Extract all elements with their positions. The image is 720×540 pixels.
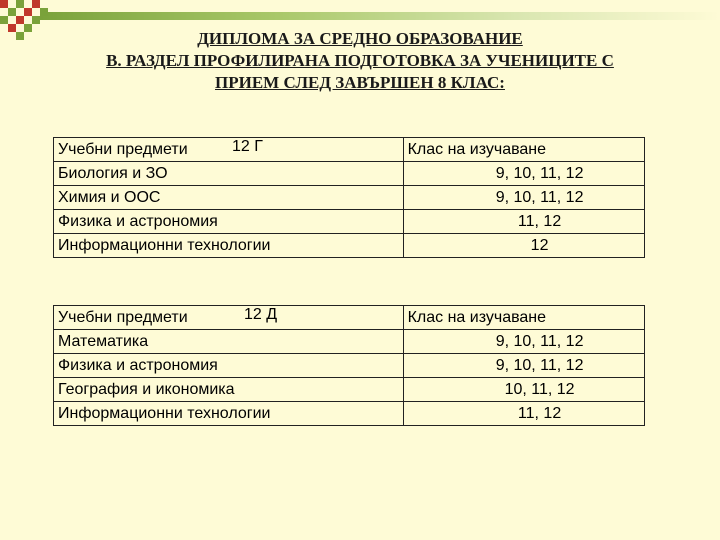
years-value: 11, 12	[517, 212, 562, 230]
grade-label: 12 Д	[244, 306, 278, 323]
subjects-header-cell	[54, 138, 404, 162]
checker-square	[8, 8, 16, 16]
checker-square	[32, 16, 40, 24]
checker-square	[24, 24, 32, 32]
subjects-table-12d	[53, 305, 645, 426]
years-header-label: Клас на изучаване	[407, 140, 547, 158]
table-row	[54, 162, 645, 186]
years-header-label: Клас на изучаване	[407, 308, 547, 326]
checker-square	[0, 16, 8, 24]
checker-square	[16, 0, 24, 8]
subjects-header-label: Учебни предмети	[58, 140, 188, 158]
table-row	[54, 354, 645, 378]
table-row	[54, 402, 645, 426]
checker-square	[24, 8, 32, 16]
checker-square	[0, 0, 8, 8]
years-value: 12	[530, 236, 549, 254]
subject-cell: География и икономика	[54, 378, 404, 402]
title-line-2: В. РАЗДЕЛ ПРОФИЛИРАНА ПОДГОТОВКА ЗА УЧЕНИЦИТЕ С	[106, 51, 614, 70]
years-value: 9, 10, 11, 12	[495, 332, 584, 350]
years-cell	[403, 210, 644, 234]
grade-label: 12 Г	[232, 138, 263, 155]
years-cell	[403, 330, 644, 354]
table-row	[54, 234, 645, 258]
subjects-table-12g	[53, 137, 645, 258]
checker-square	[40, 8, 48, 16]
years-cell	[403, 186, 644, 210]
years-value: 10, 11, 12	[504, 380, 575, 398]
decorative-top-bar	[40, 12, 720, 20]
table-header-row	[54, 306, 645, 330]
years-cell	[403, 402, 644, 426]
subject-cell: Химия и ООС	[54, 186, 404, 210]
slide-title	[40, 28, 680, 94]
table-row	[54, 210, 645, 234]
subject-cell: Биология и ЗО	[54, 162, 404, 186]
checker-square	[16, 16, 24, 24]
subject-cell: Физика и астрономия	[54, 210, 404, 234]
subject-cell: Информационни технологии	[54, 234, 404, 258]
years-cell	[403, 162, 644, 186]
years-cell	[403, 354, 644, 378]
years-value: 11, 12	[517, 404, 562, 422]
checker-square	[32, 0, 40, 8]
table-row	[54, 186, 645, 210]
years-header-cell	[403, 306, 644, 330]
table-row	[54, 378, 645, 402]
title-line-3: ПРИЕМ СЛЕД ЗАВЪРШЕН 8 КЛАС:	[215, 73, 505, 92]
subjects-header-label: Учебни предмети	[58, 308, 188, 326]
subject-cell: Физика и астрономия	[54, 354, 404, 378]
subject-cell: Информационни технологии	[54, 402, 404, 426]
years-value: 9, 10, 11, 12	[495, 164, 584, 182]
years-header-cell	[403, 138, 644, 162]
subject-cell: Математика	[54, 330, 404, 354]
years-cell	[403, 234, 644, 258]
subjects-header-cell	[54, 306, 404, 330]
table-header-row	[54, 138, 645, 162]
checker-square	[16, 32, 24, 40]
years-value: 9, 10, 11, 12	[495, 356, 584, 374]
table-row	[54, 330, 645, 354]
years-value: 9, 10, 11, 12	[495, 188, 584, 206]
years-cell	[403, 378, 644, 402]
title-line-1: ДИПЛОМА ЗА СРЕДНО ОБРАЗОВАНИЕ	[197, 29, 523, 48]
checker-square	[8, 24, 16, 32]
